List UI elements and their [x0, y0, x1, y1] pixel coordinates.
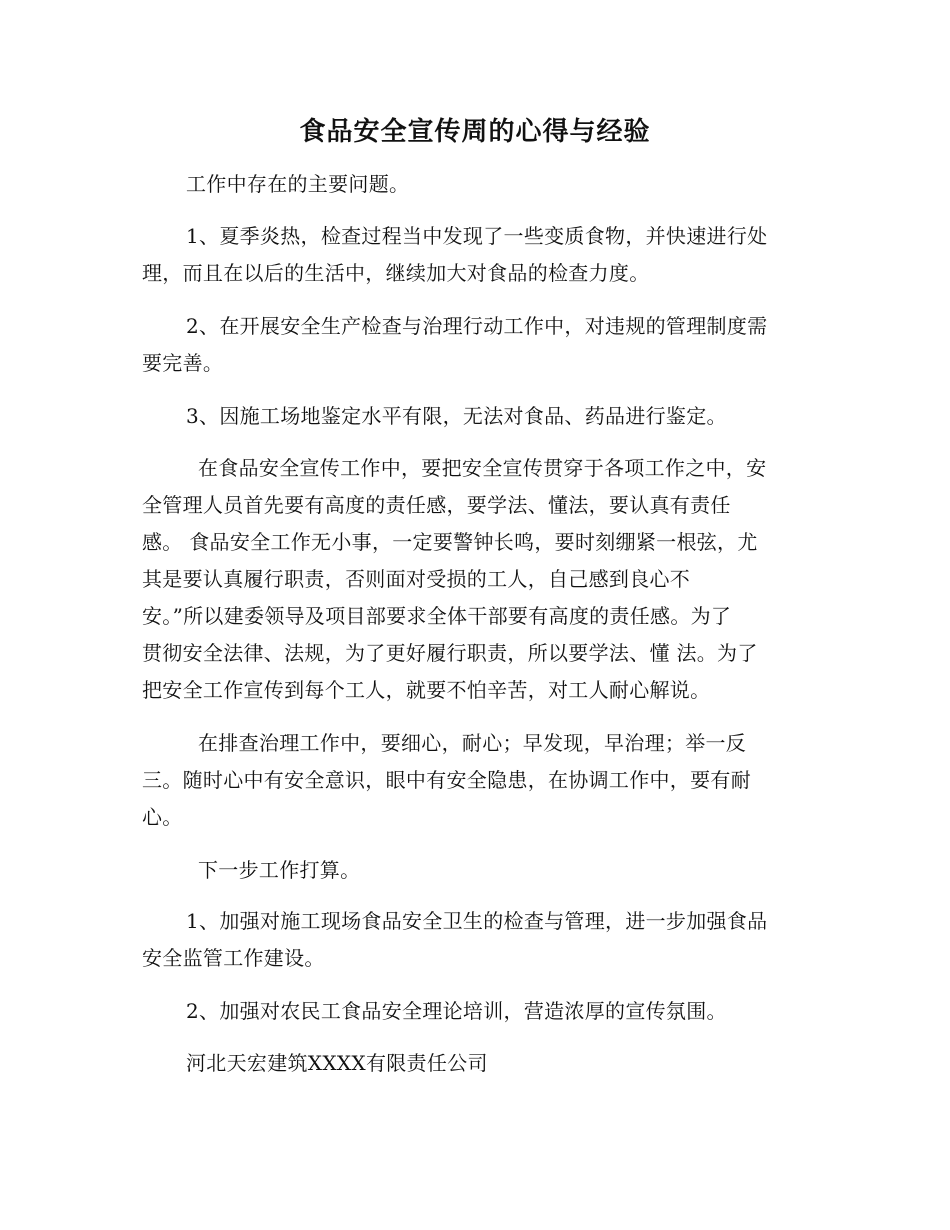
text-line: 河北天宏建筑XXXX有限责任公司 — [186, 1051, 488, 1075]
document-title: 食品安全宣传周的心得与经验 — [299, 117, 651, 147]
text-line: 工作中存在的主要问题。 — [186, 172, 410, 196]
paragraph-next-step-2 — [142, 993, 807, 1030]
text-line: 1、加强对施工现场食品安全卫生的检查与管理，进一步加强食品 — [186, 909, 768, 933]
text-line: 2、加强对农民工食品安全理论培训，营造浓厚的宣传氛围。 — [186, 999, 727, 1023]
paragraph-problem-1 — [142, 218, 807, 292]
paragraph-next-step-1 — [142, 903, 807, 977]
text-line: 在食品安全宣传工作中，要把安全宣传贯穿于各项工作之中，安 — [198, 456, 767, 480]
text-line: 把安全工作宣传到每个工人，就要不怕辛苦，对工人耐心解说。 — [142, 678, 711, 702]
text-line: 安全监管工作建设。 — [142, 946, 325, 970]
text-line: 3、因施工场地鉴定水平有限，无法对食品、药品进行鉴定。 — [186, 404, 727, 428]
text-line: 理，而且在以后的生活中，继续加大对食品的检查力度。 — [142, 261, 650, 285]
paragraph-problem-3 — [142, 398, 807, 435]
text-line: 安。”所以建委领导及项目部要求全体干部要有高度的责任感。为了 — [142, 604, 732, 628]
paragraph-inspection — [142, 725, 807, 836]
text-line: 在排查治理工作中，要细心，耐心；早发现，早治理；举一反 — [198, 731, 747, 755]
text-line: 三。随时心中有安全意识，眼中有安全隐患，在协调工作中，要有耐 — [142, 768, 751, 792]
text-line: 其是要认真履行职责，否则面对受损的工人，自己感到良心不 — [142, 567, 691, 591]
text-line: 心。 — [142, 805, 183, 829]
text-line: 1、夏季炎热，检查过程当中发现了一些变质食物，并快速进行处 — [186, 224, 768, 248]
company-signature — [142, 1045, 807, 1082]
paragraph-problem-2 — [142, 308, 807, 382]
text-line: 全管理人员首先要有高度的责任感，要学法、懂法，要认真有责任 — [142, 493, 731, 517]
text-line: 下一步工作打算。 — [198, 858, 361, 882]
text-line: 贯彻安全法律、法规，为了更好履行职责，所以要学法、懂 法。为了 — [142, 641, 758, 665]
text-line: 感。 食品安全工作无小事，一定要警钟长鸣，要时刻绷紧一根弦，尤 — [142, 530, 758, 554]
text-line: 要完善。 — [142, 351, 224, 375]
text-line: 2、在开展安全生产检查与治理行动工作中，对违规的管理制度需 — [186, 314, 768, 338]
paragraph-safety-publicity — [142, 450, 807, 709]
paragraph-problems-heading — [142, 166, 807, 203]
paragraph-next-steps-heading — [142, 852, 807, 889]
